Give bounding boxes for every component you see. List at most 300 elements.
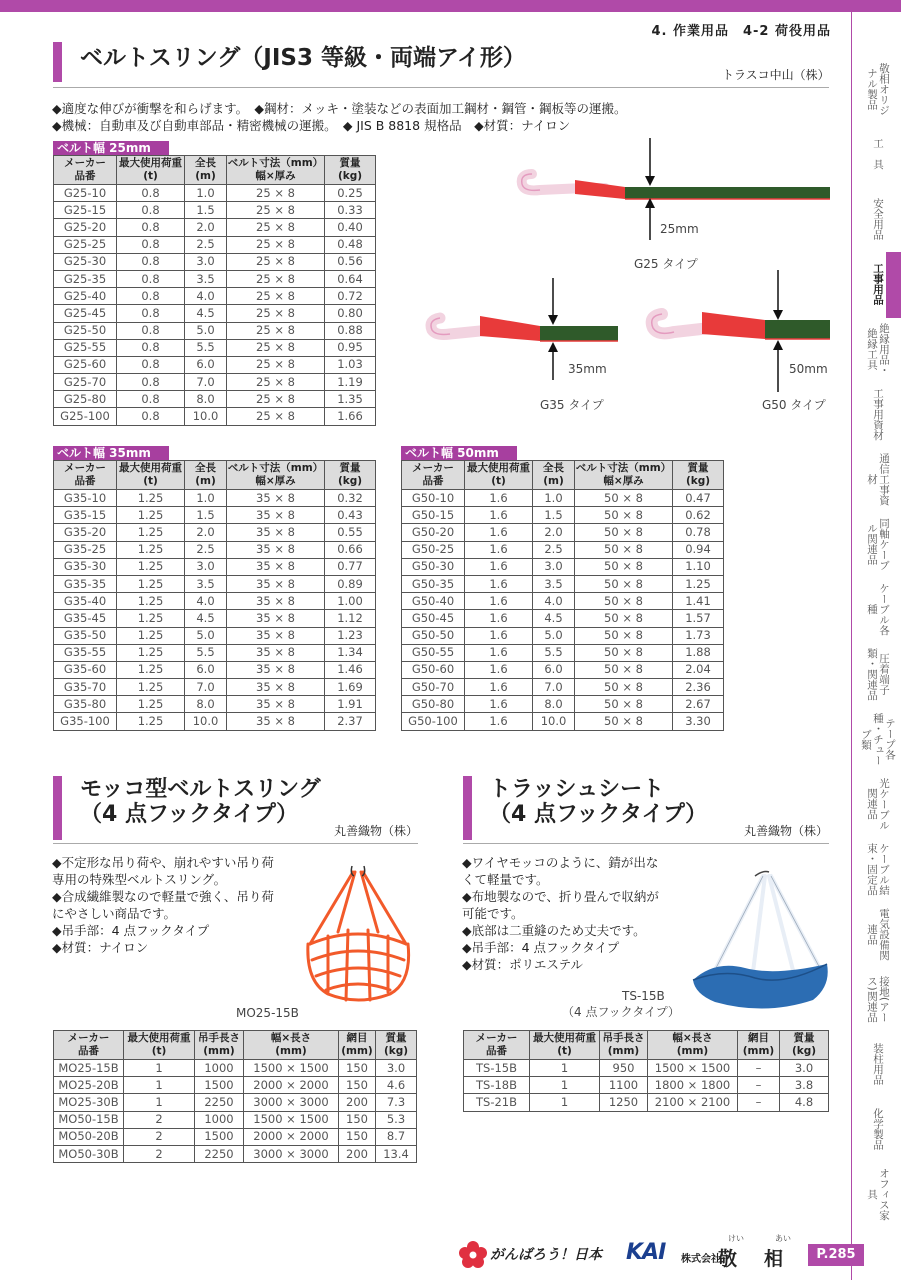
breadcrumb: 4. 作業用品 4-2 荷役用品 [651,24,831,39]
g25-type-caption: G25 タイプ [634,257,698,271]
table-cell: 25 × 8 [227,202,325,219]
table-cell: G50-45 [402,610,465,627]
table-cell: 1.10 [673,558,724,575]
table-cell: 150 [339,1111,376,1128]
sidebar-category-item[interactable]: 接地(アース)関連品 [866,975,890,1023]
kai-logo: KAI [626,1240,666,1265]
section2-bullets [52,854,302,956]
table-cell: 3.0 [185,558,227,575]
table-cell: 35 × 8 [227,541,325,558]
table-cell: 2.67 [673,696,724,713]
section1-bullets [52,100,842,134]
col-header: 最大使用荷重 (t) [124,1031,195,1060]
table-cell: 1.25 [117,627,185,644]
col-header: 最大使用荷重 (t) [117,156,185,185]
page-number: P.285 [808,1244,864,1266]
divider [53,843,418,844]
section2-title [80,778,321,827]
table-cell: G50-50 [402,627,465,644]
table-cell: G25-10 [54,185,117,202]
table-row [54,288,376,305]
table-row [54,270,376,287]
table-cell: 1.69 [325,679,376,696]
sidebar-category-item[interactable]: ケーブル結束・固定品 [866,842,890,896]
footer-slogan: がんばろう！日本 [490,1247,602,1263]
table-row [54,356,376,373]
table-cell: 50 × 8 [575,679,673,696]
table-cell: 1000 [195,1060,244,1077]
table-header-row [464,1031,829,1060]
table-row [464,1060,829,1077]
divider [463,843,829,844]
table-cell: 2250 [195,1094,244,1111]
g35-width-caption: 35mm [568,362,607,376]
table-row [464,1077,829,1094]
band-label: ベルト幅 25mm [53,141,169,155]
sidebar-category-item[interactable]: 工事用品 [872,263,884,305]
mokko-spec-table [53,1030,417,1163]
table-cell: 2.0 [533,524,575,541]
table-cell: 1.25 [117,575,185,592]
table-cell: 1.03 [325,356,376,373]
sidebar-category-item[interactable]: 圧着端子類・関連品 [866,647,890,701]
table-cell: 1.6 [465,696,533,713]
table-cell: 10.0 [185,408,227,425]
table-row [54,236,376,253]
table-cell: 1500 × 1500 [648,1060,738,1077]
table-cell: 8.0 [185,391,227,408]
table-cell: 0.8 [117,391,185,408]
table-cell: 0.95 [325,339,376,356]
table-cell: 50 × 8 [575,627,673,644]
table-cell: 1.5 [185,202,227,219]
table-cell: 50 × 8 [575,490,673,507]
table-row [54,253,376,270]
table-cell: G25-40 [54,288,117,305]
table-cell: 1.6 [465,490,533,507]
table-cell: G50-60 [402,661,465,678]
table-cell: 25 × 8 [227,270,325,287]
table-cell: 25 × 8 [227,322,325,339]
table-cell: 1.6 [465,610,533,627]
table-row [54,575,376,592]
table-cell: 1500 × 1500 [244,1111,339,1128]
sidebar-category-item[interactable]: 工事用資材 [872,387,884,441]
bullet-line: ◆適度な伸びが衝撃を和らげます。 ◆鋼材：メッキ・塗装などの表面加工鋼材・鋼管・鋼板等の運搬。 [52,101,627,116]
table-cell: G25-35 [54,270,117,287]
table-row [54,507,376,524]
table-cell: G25-60 [54,356,117,373]
table-cell: 0.94 [673,541,724,558]
table-row [54,1111,417,1128]
col-header: 質量 (kg) [325,461,376,490]
table-cell: G50-25 [402,541,465,558]
section-title-bar [463,776,472,840]
table-cell: MO25-15B [54,1060,124,1077]
table-cell: 1.12 [325,610,376,627]
table-cell: 35 × 8 [227,610,325,627]
table-cell: 0.8 [117,339,185,356]
col-header: 質量 (kg) [780,1031,829,1060]
table-cell: 1000 [195,1111,244,1128]
col-header: 吊手長さ (mm) [195,1031,244,1060]
table-cell: 8.7 [376,1128,417,1145]
table-cell: G25-20 [54,219,117,236]
table-cell: 1.25 [673,575,724,592]
table-cell: 1.6 [465,679,533,696]
table-header-row [54,1031,417,1060]
table-cell: 2000 × 2000 [244,1128,339,1145]
table-cell: 1.25 [117,696,185,713]
bullet-line: くて軽量です。 [462,872,549,887]
sidebar-category-item[interactable]: 絶縁用品・絶縁工具 [866,322,890,376]
table-row [402,593,724,610]
table-cell: 50 × 8 [575,644,673,661]
table-cell: 35 × 8 [227,713,325,730]
section1-title: ベルトスリング（JIS3 等級・両端アイ形） [80,45,526,71]
table-cell: 4.5 [185,610,227,627]
table-cell: G35-40 [54,593,117,610]
table-row [54,524,376,541]
table-row [402,524,724,541]
table-row [54,558,376,575]
table-cell: 35 × 8 [227,507,325,524]
table-row [54,644,376,661]
table-cell: 0.55 [325,524,376,541]
col-header: 最大使用荷重 (t) [465,461,533,490]
table-cell: 0.25 [325,185,376,202]
table-cell: – [738,1060,780,1077]
bullet-line: ◆材質：ナイロン [52,940,149,955]
table-cell: 950 [600,1060,648,1077]
table-cell: 1.25 [117,679,185,696]
table-row [54,1128,417,1145]
table-row [464,1094,829,1111]
table-cell: 35 × 8 [227,661,325,678]
bullet-line: ◆合成繊維製なので軽量で強く、吊り荷 [52,889,274,904]
table-cell: G50-40 [402,593,465,610]
sidebar-category-item[interactable]: 装柱用品 [872,1043,884,1085]
table-cell: MO25-30B [54,1094,124,1111]
table-cell: 1.25 [117,490,185,507]
table-cell: 35 × 8 [227,524,325,541]
table-cell: 150 [339,1128,376,1145]
table-cell: G35-10 [54,490,117,507]
table-block-25 [53,141,375,426]
table-cell: 35 × 8 [227,679,325,696]
table-cell: 25 × 8 [227,236,325,253]
table-cell: 1.00 [325,593,376,610]
flower-logo-icon [458,1240,488,1270]
table-cell: 7.3 [376,1094,417,1111]
table-row [54,185,376,202]
table-cell: 1500 [195,1128,244,1145]
col-header: 最大使用荷重 (t) [117,461,185,490]
company-ruby: けい [728,1234,744,1243]
table-cell: 50 × 8 [575,713,673,730]
table-cell: G35-60 [54,661,117,678]
table-cell: 0.62 [673,507,724,524]
bullet-line: 専用の特殊型ベルトスリング。 [52,872,227,887]
table-cell: 1.19 [325,374,376,391]
sidebar-category-item[interactable]: ケーブル各種 [866,582,890,636]
table-cell: TS-18B [464,1077,530,1094]
table-cell: 3.5 [185,270,227,287]
table-cell: 50 × 8 [575,507,673,524]
table-cell: 25 × 8 [227,339,325,356]
table-cell: 4.0 [185,593,227,610]
bullet-line: 可能です。 [462,906,524,921]
table-cell: 3.5 [533,575,575,592]
table-cell: 0.8 [117,202,185,219]
sidebar-category-item[interactable]: 通信工事資材 [866,452,890,506]
section3-maker: 丸善織物（株） [744,824,829,838]
table-cell: 7.0 [185,679,227,696]
table-cell: 0.66 [325,541,376,558]
table-row [402,661,724,678]
table-cell: 1 [530,1060,600,1077]
table-row [54,661,376,678]
sidebar-category-item[interactable]: 光ケーブル関連品 [866,777,890,831]
table-cell: 0.8 [117,219,185,236]
table-cell: 0.8 [117,288,185,305]
section-title-bar [53,776,62,840]
table-cell: 1800 × 1800 [648,1077,738,1094]
col-header: 全長 (m) [533,461,575,490]
table-cell: 1 [530,1094,600,1111]
title-line: トラッシュシート [489,777,665,802]
table-cell: G25-25 [54,236,117,253]
table-cell: 1500 × 1500 [244,1060,339,1077]
table-cell: 1.25 [117,558,185,575]
table-cell: 2.5 [533,541,575,558]
table-row [54,713,376,730]
table-cell: G50-55 [402,644,465,661]
table-row [54,339,376,356]
company-prefix: 株式会社 [681,1254,721,1265]
table-cell: G50-15 [402,507,465,524]
table-row [402,541,724,558]
table-cell: 2100 × 2100 [648,1094,738,1111]
g35-type-caption: G35 タイプ [540,398,604,412]
bullet-line: にやさしい商品です。 [52,906,177,921]
table-cell: 2.04 [673,661,724,678]
table-row [402,610,724,627]
col-header: メーカー 品番 [54,1031,124,1060]
table-cell: G35-80 [54,696,117,713]
sidebar-category-item[interactable]: 電気設備関連品 [866,907,890,961]
table-cell: MO50-30B [54,1145,124,1162]
table-cell: G25-50 [54,322,117,339]
table-cell: 1.6 [465,593,533,610]
spec-table-35mm [53,460,376,731]
table-cell: 5.5 [185,644,227,661]
table-cell: 4.0 [533,593,575,610]
table-cell: 4.5 [533,610,575,627]
bullet-line: ◆吊手部：4 点フックタイプ [462,940,620,955]
table-cell: 3000 × 3000 [244,1094,339,1111]
table-cell: TS-15B [464,1060,530,1077]
table-cell: 2.0 [185,524,227,541]
table-cell: 0.8 [117,270,185,287]
table-header-row [402,461,724,490]
table-cell: 1.6 [465,558,533,575]
table-cell: 1500 [195,1077,244,1094]
table-cell: TS-21B [464,1094,530,1111]
g50-type-caption: G50 タイプ [762,398,826,412]
table-row [54,1094,417,1111]
table-cell: 3.0 [376,1060,417,1077]
table-cell: 1100 [600,1077,648,1094]
table-cell: 50 × 8 [575,661,673,678]
col-header: 質量 (kg) [376,1031,417,1060]
table-cell: G50-100 [402,713,465,730]
sidebar-category-item[interactable]: 工 具 [872,138,884,170]
table-cell: 0.47 [673,490,724,507]
table-cell: 3000 × 3000 [244,1145,339,1162]
table-cell: 1.66 [325,408,376,425]
table-cell: 0.88 [325,322,376,339]
table-cell: 35 × 8 [227,644,325,661]
table-cell: 1.6 [465,627,533,644]
table-cell: 25 × 8 [227,391,325,408]
table-cell: 50 × 8 [575,575,673,592]
col-header: 網目 (mm) [339,1031,376,1060]
sidebar-category-item[interactable]: 同軸ケーブル関連品 [866,517,890,571]
table-cell: G35-55 [54,644,117,661]
table-cell: 0.8 [117,374,185,391]
table-cell: 1.35 [325,391,376,408]
table-cell: 1.6 [465,541,533,558]
top-accent-bar [0,0,901,12]
table-cell: G35-50 [54,627,117,644]
mokko-net-illustration [298,862,418,1007]
table-cell: 1 [124,1094,195,1111]
table-cell: 50 × 8 [575,541,673,558]
table-row [54,490,376,507]
col-header: 幅×長さ (mm) [244,1031,339,1060]
table-row [402,507,724,524]
table-cell: 0.64 [325,270,376,287]
table-cell: 200 [339,1145,376,1162]
table-cell: MO50-15B [54,1111,124,1128]
table-cell: 1.34 [325,644,376,661]
table-cell: G25-80 [54,391,117,408]
table-row [54,541,376,558]
col-header: ベルト寸法（mm） 幅×厚み [227,156,325,185]
col-header: メーカー 品番 [54,461,117,490]
table-cell: G25-45 [54,305,117,322]
table-header-row [54,156,376,185]
table-cell: 1.25 [117,524,185,541]
table-cell: 1.6 [465,524,533,541]
table-cell: 2.37 [325,713,376,730]
table-row [54,1077,417,1094]
table-cell: 2000 × 2000 [244,1077,339,1094]
table-cell: 1.73 [673,627,724,644]
sidebar-category-item[interactable]: 化学製品 [872,1108,884,1150]
table-cell: 200 [339,1094,376,1111]
trash-sheet-caption: TS-15B [622,989,665,1003]
divider [53,87,829,88]
table-cell: 13.4 [376,1145,417,1162]
table-cell: G50-20 [402,524,465,541]
trash-sheet-illustration [685,868,835,1013]
title-line: （4 点フックタイプ） [80,801,299,827]
table-cell: 50 × 8 [575,610,673,627]
table-cell: 0.89 [325,575,376,592]
trash-sheet-caption-sub: （4 点フックタイプ） [562,1005,680,1019]
table-cell: 0.32 [325,490,376,507]
table-cell: 2 [124,1145,195,1162]
bullet-line: ◆吊手部：4 点フックタイプ [52,923,210,938]
table-cell: G35-15 [54,507,117,524]
table-cell: 1 [124,1077,195,1094]
table-cell: 0.33 [325,202,376,219]
g25-width-caption: 25mm [660,222,699,236]
table-row [54,1060,417,1077]
table-cell: 1 [124,1060,195,1077]
table-cell: 1.46 [325,661,376,678]
table-header-row [54,461,376,490]
table-cell: G35-25 [54,541,117,558]
table-cell: 1.25 [117,541,185,558]
table-cell: 3.0 [185,253,227,270]
col-header: 質量 (kg) [325,156,376,185]
table-row [54,202,376,219]
table-cell: 35 × 8 [227,593,325,610]
table-cell: – [738,1077,780,1094]
table-cell: 0.48 [325,236,376,253]
sidebar-category-item[interactable]: テープ各種・チューブ類 [860,712,896,766]
col-header: 幅×長さ (mm) [648,1031,738,1060]
table-cell: 7.0 [533,679,575,696]
table-cell: 10.0 [185,713,227,730]
table-cell: 25 × 8 [227,253,325,270]
table-cell: 0.78 [673,524,724,541]
table-cell: 25 × 8 [227,185,325,202]
table-cell: 3.0 [533,558,575,575]
table-cell: – [738,1094,780,1111]
table-cell: 0.43 [325,507,376,524]
spec-table-50mm [401,460,724,731]
band-label: ベルト幅 35mm [53,446,169,460]
table-cell: 1.5 [185,507,227,524]
table-row [54,219,376,236]
table-cell: 1.25 [117,507,185,524]
table-cell: G35-30 [54,558,117,575]
col-header: 吊手長さ (mm) [600,1031,648,1060]
table-cell: 0.8 [117,236,185,253]
table-cell: 25 × 8 [227,219,325,236]
table-cell: 2 [124,1111,195,1128]
table-cell: G50-70 [402,679,465,696]
sidebar-category-item[interactable]: 安全用品 [872,198,884,240]
table-cell: 5.5 [185,339,227,356]
table-block-50 [401,446,723,731]
table-row [54,627,376,644]
table-cell: 1.6 [465,575,533,592]
table-row [54,391,376,408]
table-cell: 35 × 8 [227,575,325,592]
table-cell: 1.6 [465,644,533,661]
sidebar-category-item[interactable]: オフィス家具 [866,1167,890,1221]
table-cell: 1.0 [185,185,227,202]
bullet-line: ◆材質：ポリエステル [462,957,583,972]
table-cell: 4.6 [376,1077,417,1094]
table-cell: 1.91 [325,696,376,713]
sidebar-category-item[interactable]: 敬相オリジナル製品 [866,62,890,116]
